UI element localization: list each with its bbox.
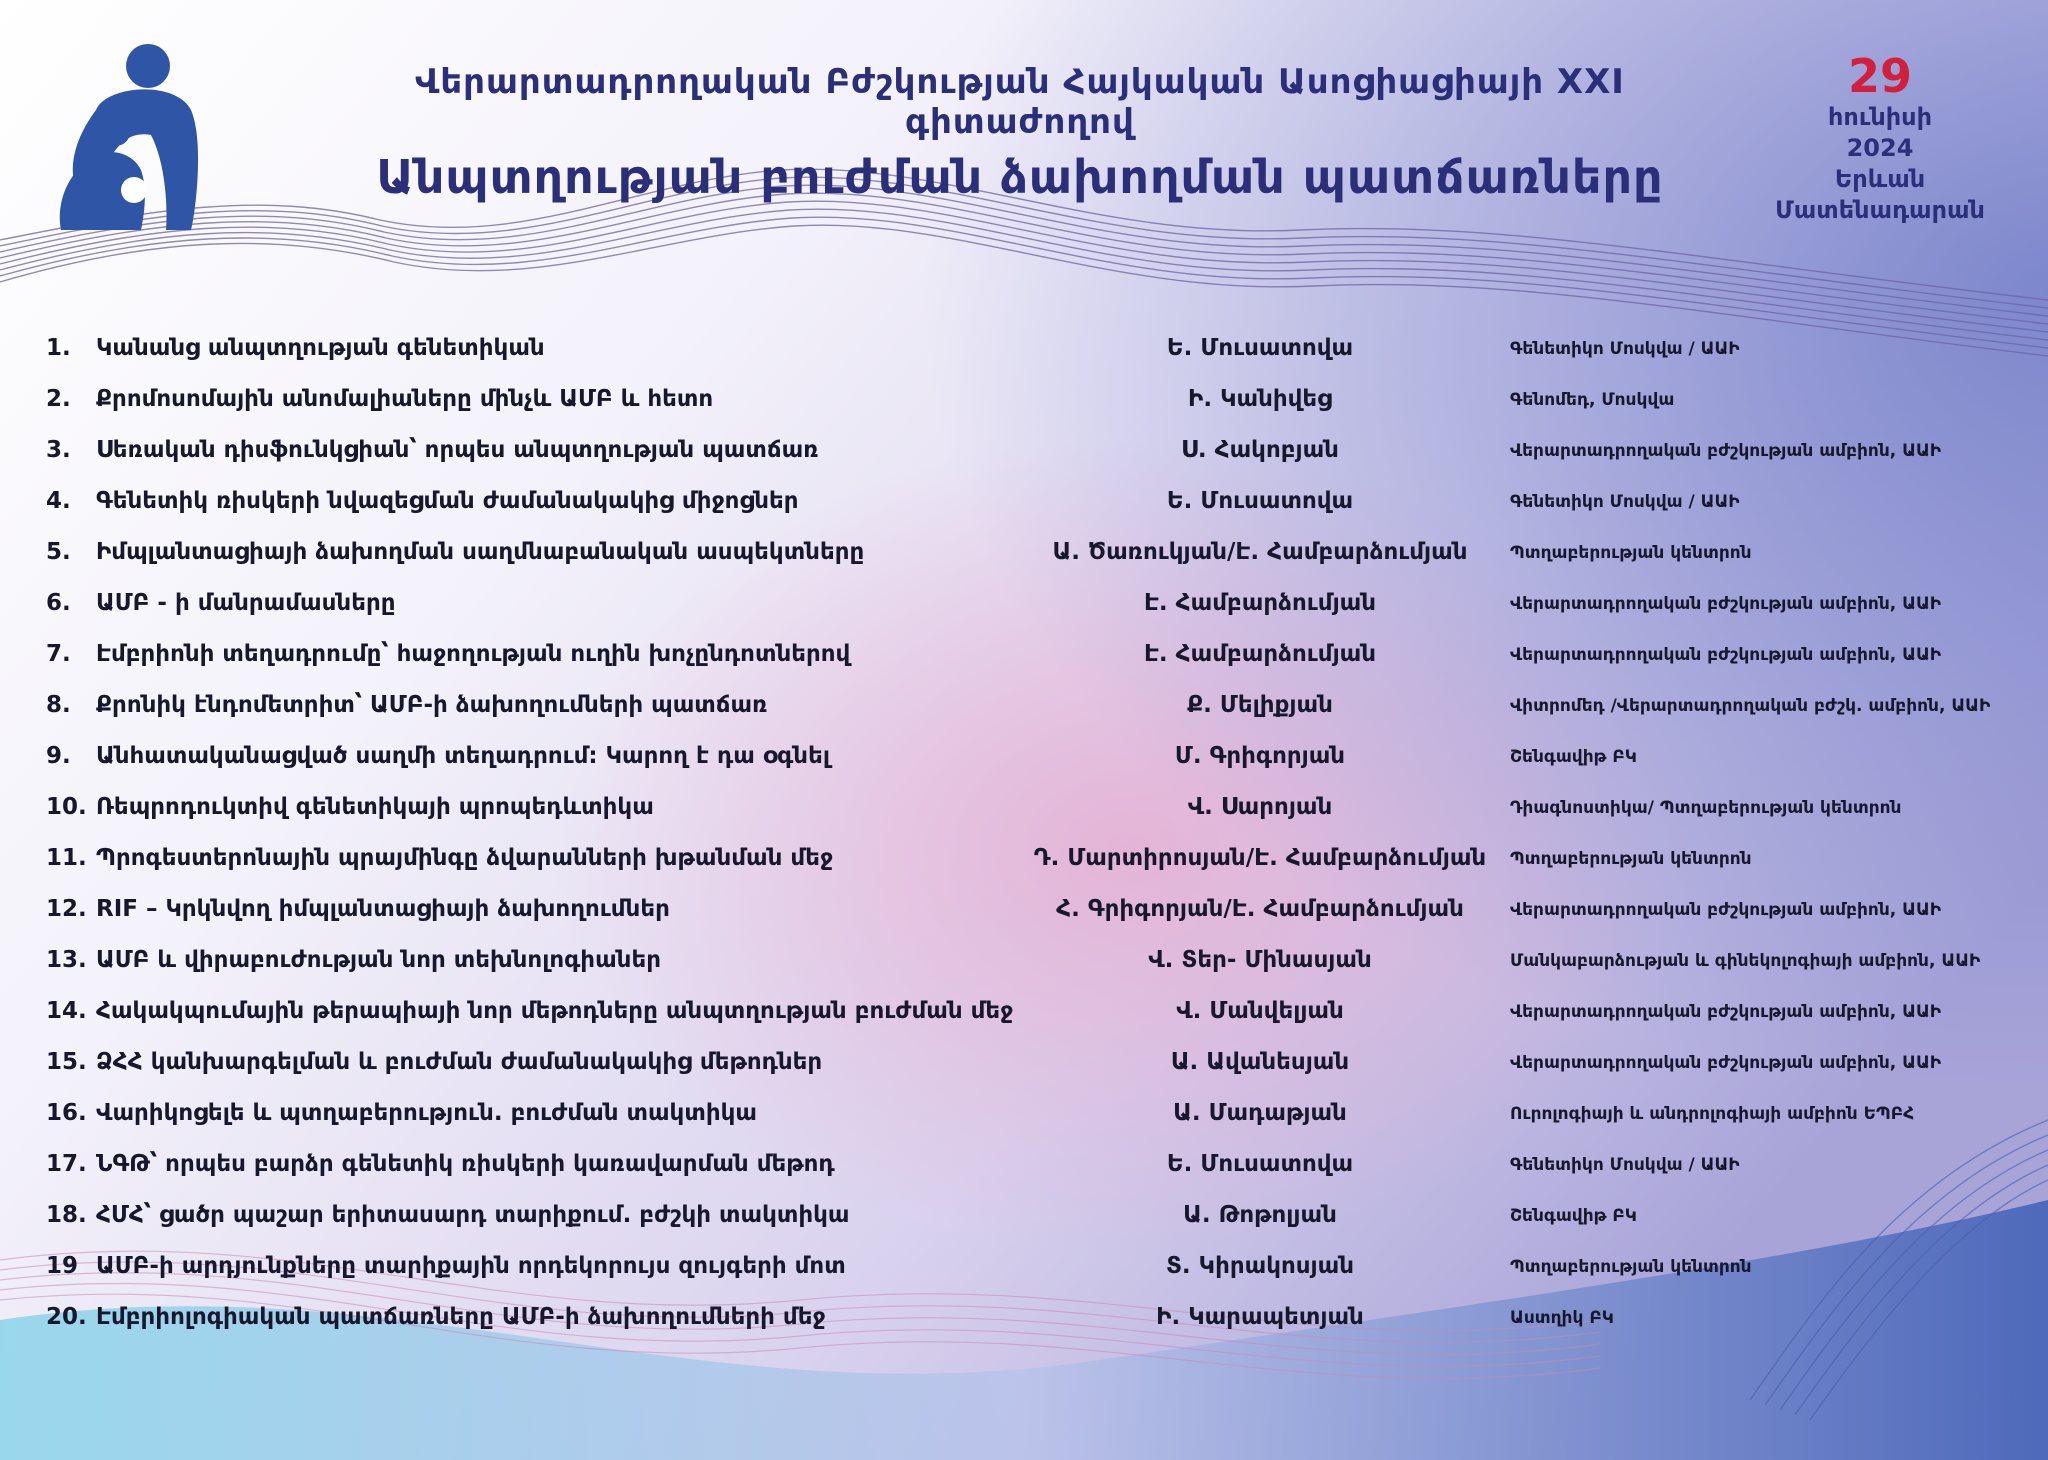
agenda-affiliation: Մանկաբարձության և գինեկոլոգիայի ամբիոն, ԱԱԻ [1510,951,1981,971]
agenda-row [0,641,2048,681]
agenda-number: 12. [46,896,87,922]
agenda-number: 18. [46,1202,87,1228]
agenda-speaker: Ք. Մելիքյան [1187,692,1333,718]
agenda-affiliation: Վերարտադրողական բժշկության ամբիոն, ԱԱԻ [1510,900,1942,920]
event-city: Երևան [1834,165,1926,193]
agenda-speaker: Ի. Կանիվեց [1188,386,1332,412]
agenda-speaker: Մ. Գրիգորյան [1174,743,1346,769]
agenda-affiliation: Աստղիկ ԲԿ [1510,1308,1614,1328]
agenda-row [0,386,2048,426]
agenda-number: 7. [46,641,71,667]
agenda-topic: ՀՄՀ՝ ցածր պաշար երիտասարդ տարիքում. բժշկի տակտիկա [96,1202,850,1228]
agenda-row [0,794,2048,834]
agenda-row [0,1100,2048,1140]
agenda-number: 3. [46,437,71,463]
agenda-number: 10. [46,794,87,820]
conference-title: Անպտղության բուժման ձախողման պատճառները [376,150,1664,204]
agenda-row [0,845,2048,885]
agenda-affiliation: Պտղաբերության կենտրոն [1510,849,1752,869]
agenda-row [0,692,2048,732]
event-year: 2024 [1846,134,1914,162]
agenda-topic: Անհատականացված սաղմի տեղադրում: Կարող է դա օգնել [96,743,830,769]
event-date-block [1760,50,2000,226]
agenda-affiliation: Վերարտադրողական բժշկության ամբիոն, ԱԱԻ [1510,441,1942,461]
agenda-number: 5. [46,539,71,565]
agenda-affiliation: Վիտրոմեդ /Վերարտադրողական բժշկ. ամբիոն, ԱԱԻ [1510,696,1991,716]
agenda-row [0,896,2048,936]
agenda-speaker: Տ. Կիրակոսյան [1165,1253,1355,1279]
agenda-number: 11. [46,845,87,871]
agenda-row [0,1202,2048,1242]
agenda-row [0,1253,2048,1293]
agenda-topic: Կանանց անպտղության գենետիկան [96,335,545,361]
agenda-affiliation: Ուրոլոգիայի և անդրոլոգիայի ամբիոն ԵՊԲՀ [1510,1104,1915,1124]
agenda-topic: Հակակպումային թերապիայի նոր մեթոդները անպտղության բուժման մեջ [96,998,1014,1024]
agenda-speaker: Է. Համբարձումյան [1143,641,1377,667]
header [330,62,1710,204]
agenda-row [0,743,2048,783]
agenda-speaker: Վ. Սարոյան [1187,794,1333,820]
agenda-number: 16. [46,1100,87,1126]
agenda-topic: Սեռական դիսֆունկցիան՝ որպես անպտղության պատճառ [96,437,819,463]
agenda-row [0,488,2048,528]
agenda-speaker: Ա. Ավանեսյան [1170,1049,1350,1075]
agenda-number: 6. [46,590,71,616]
agenda-number: 15. [46,1049,87,1075]
agenda-number: 20. [46,1304,87,1330]
agenda-affiliation: Դիագնոստիկա/ Պտղաբերության կենտրոն [1510,798,1902,818]
agenda-speaker: Ս. Հակոբյան [1181,437,1339,463]
agenda-affiliation: Գենետիկո Մոսկվա / ԱԱԻ [1510,339,1740,359]
agenda-affiliation: Պտղաբերության կենտրոն [1510,543,1752,563]
agenda-row [0,539,2048,579]
agenda-topic: Իմպլանտացիայի ձախողման սաղմնաբանական ասպեկտները [96,539,865,565]
agenda-affiliation: Գենետիկո Մոսկվա / ԱԱԻ [1510,492,1740,512]
agenda-affiliation: Շենգավիթ ԲԿ [1510,1206,1637,1226]
agenda-speaker: Վ. Մանվելյան [1176,998,1344,1024]
event-month: հունիսի [1827,103,1933,131]
agenda-number: 8. [46,692,71,718]
agenda-number: 2. [46,386,71,412]
agenda-affiliation: Գենոմեդ, Մոսկվա [1510,390,1675,410]
agenda-row [0,1304,2048,1344]
event-day: 29 [1847,49,1912,103]
agenda-speaker: Ե. Մուսատովա [1166,488,1354,514]
agenda-speaker: Է. Համբարձումյան [1143,590,1377,616]
association-logo [56,40,206,240]
agenda-row [0,590,2048,630]
agenda-number: 19 [46,1253,79,1279]
agenda-topic: Էմբրիոնի տեղադրումը՝ հաջողության ուղին խոչընդոտներով [96,641,851,667]
agenda-topic: RIF – Կրկնվող իմպլանտացիայի ձախողումներ [96,896,670,922]
agenda-number: 13. [46,947,87,973]
agenda-topic: Պրոգեստերոնային պրայմինգը ձվարանների խթանման մեջ [96,845,834,871]
conference-subtitle: Վերարտադրողական Բժշկության Հայկական Ասոցիացիայի XXI գիտաժողով [415,62,1625,142]
agenda-topic: Քրոնիկ էնդոմետրիտ՝ ԱՄԲ-ի ձախողումների պատճառ [96,692,768,718]
agenda-affiliation: Պտղաբերության կենտրոն [1510,1257,1752,1277]
agenda-speaker: Ա. Մադաթյան [1173,1100,1347,1126]
agenda-speaker: Վ. Տեր- Մինասյան [1148,947,1372,973]
agenda-speaker: Ե. Մուսատովա [1166,1151,1354,1177]
agenda-topic: ԱՄԲ-ի արդյունքները տարիքային որդեկորույս զույգերի մոտ [96,1253,846,1279]
agenda-affiliation: Վերարտադրողական բժշկության ամբիոն, ԱԱԻ [1510,645,1942,665]
agenda-affiliation: Շենգավիթ ԲԿ [1510,747,1637,767]
agenda-row [0,998,2048,1038]
agenda-affiliation: Վերարտադրողական բժշկության ամբիոն, ԱԱԻ [1510,594,1942,614]
agenda-topic: Վարիկոցելե և պտղաբերություն. բուժման տակտիկա [96,1100,757,1126]
agenda-row [0,335,2048,375]
agenda-speaker: Ի. Կարապետյան [1156,1304,1364,1330]
agenda-number: 17. [46,1151,87,1177]
agenda-speaker: Ա. Ծառուկյան/Է. Համբարձումյան [1052,539,1468,565]
event-venue: Մատենադարան [1775,196,1985,224]
agenda-speaker: Ա. Թոթոլյան [1183,1202,1337,1228]
agenda-row [0,947,2048,987]
agenda-affiliation: Վերարտադրողական բժշկության ամբիոն, ԱԱԻ [1510,1053,1942,1073]
agenda-speaker: Դ. Մարտիրոսյան/Է. Համբարձումյան [1033,845,1487,871]
agenda-number: 4. [46,488,71,514]
agenda-row [0,437,2048,477]
agenda-number: 9. [46,743,71,769]
agenda-topic: Քրոմոսոմային անոմալիաները մինչև ԱՄԲ և հետո [96,386,714,412]
agenda-affiliation: Գենետիկո Մոսկվա / ԱԱԻ [1510,1155,1740,1175]
agenda-row [0,1049,2048,1089]
agenda-topic: Ռեպրոդուկտիվ գենետիկայի պրոպեդևտիկա [96,794,654,820]
agenda-number: 1. [46,335,71,361]
agenda-topic: Էմբրիոլոգիական պատճառները ԱՄԲ-ի ձախողումների մեջ [96,1304,826,1330]
agenda-affiliation: Վերարտադրողական բժշկության ամբիոն, ԱԱԻ [1510,1002,1942,1022]
agenda-topic: ՆԳԹ՝ որպես բարձր գենետիկ ռիսկերի կառավարման մեթոդ [96,1151,835,1177]
agenda-topic: Գենետիկ ռիսկերի նվազեցման ժամանակակից միջոցներ [96,488,799,514]
agenda-speaker: Ե. Մուսատովա [1166,335,1354,361]
agenda-speaker: Հ. Գրիգորյան/Է. Համբարձումյան [1056,896,1464,922]
agenda-row [0,1151,2048,1191]
agenda-topic: ՁՀՀ կանխարգելման և բուժման ժամանակակից մեթոդներ [96,1049,823,1075]
agenda-topic: ԱՄԲ - ի մանրամասները [96,590,396,616]
agenda-topic: ԱՄԲ և վիրաբուժության նոր տեխնոլոգիաներ [96,947,661,973]
agenda-number: 14. [46,998,87,1024]
